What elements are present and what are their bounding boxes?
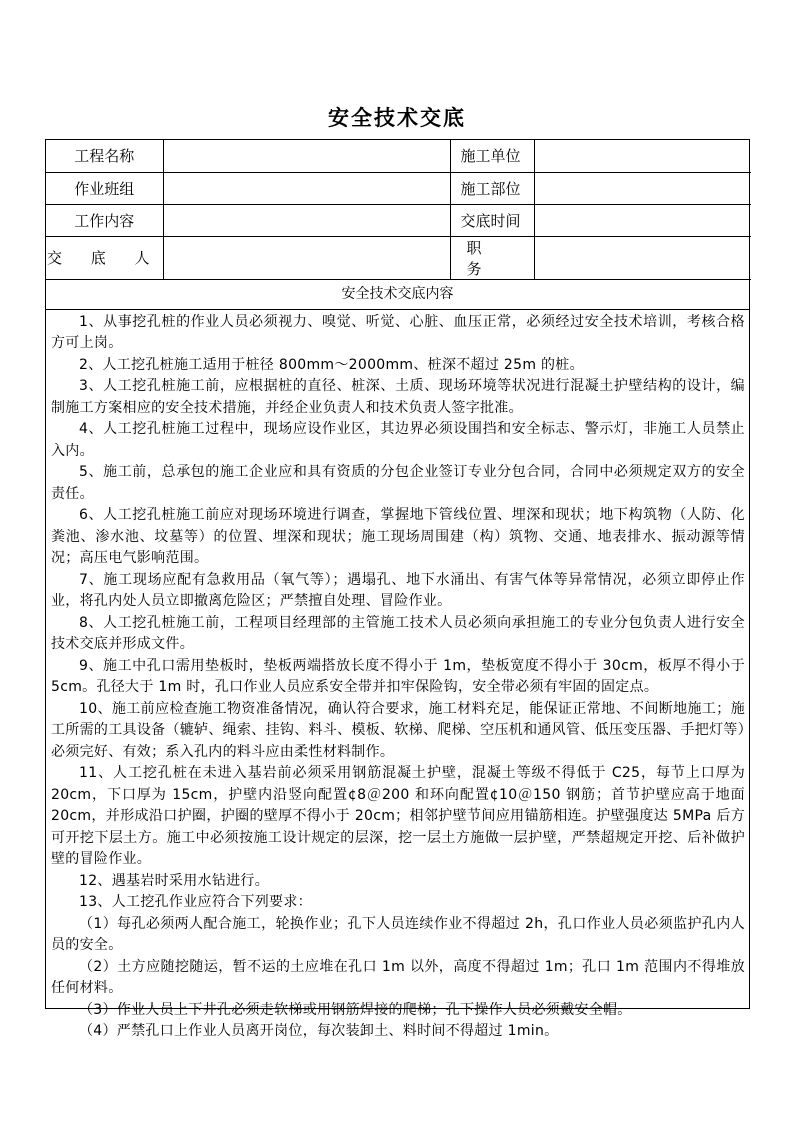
position-field[interactable] [534, 236, 751, 279]
briefing-form [45, 139, 750, 1039]
project-name-field[interactable] [163, 140, 450, 172]
paragraph: 3、人工挖孔桩施工前，应根据桩的直径、桩深、土质、现场环境等状况进行混凝土护壁结构的设计，编制施工方案相应的安全技术措施，并经企业负责人和技术负责人签字批准。 [51, 378, 745, 416]
briefer-label: 交 底 人 [46, 236, 163, 279]
paragraph: （2）土方应随挖随运，暂不运的土应堆在孔口 1m 以外，高度不得超过 1m；孔口 1m 范围内不得堆放任何材料。 [51, 958, 745, 996]
work-content-field[interactable] [163, 204, 450, 236]
paragraph: 11、人工挖孔桩在未进入基岩前必须采用钢筋混凝土护壁，混凝土等级不得低于 C25，每节上口厚为 20cm，下口厚为 15cm，护壁内沿竖向配置¢8＠200 和环向配置¢10＠150 钢筋；首节护壁应高于地面 20cm，并形成沿口护圈，护圈的壁厚不得小于 20cm；相邻护壁节间应用锚筋相连。护壁强度达 5MPa 后方可开挖下层土方。施工中必须按施工设计规定的层深，挖一层土方施做一层护壁，严禁超规定开挖、后补做护壁的冒险作业。 [51, 765, 745, 867]
position-label: 职 务 [450, 236, 534, 279]
paragraph: （4）严禁孔口上作业人员离开岗位，每次装卸土、料时间不得超过 1min。 [79, 1023, 559, 1039]
paragraph: 10、施工前应检查施工物资准备情况，确认符合要求，施工材料充足，能保证正常地、不间断地施工；施工所需的工具设备（辘轳、绳索、挂钩、料斗、模板、软梯、爬梯、空压机和通风管、低压变压器、手把灯等）必须完好、有效；系入孔内的料斗应由柔性材料制作。 [51, 700, 745, 760]
paragraph: 8、人工挖孔桩施工前，工程项目经理部的主管施工技术人员必须向承担施工的专业分包负责人进行安全技术交底并形成文件。 [51, 614, 745, 652]
info-table [46, 140, 751, 280]
paragraph: 1、从事挖孔桩的作业人员必须视力、嗅觉、听觉、心脏、血压正常，必须经过安全技术培训，考核合格方可上岗。 [51, 313, 745, 351]
paragraph: 6、人工挖孔桩施工前应对现场环境进行调查，掌握地下管线位置、埋深和现状；地下构筑物（人防、化粪池、渗水池、坟墓等）的位置、埋深和现状；施工现场周围建（构）筑物、交通、地表排水、振动源等情况；高压电气影响范围。 [51, 507, 745, 566]
project-name-label: 工程名称 [46, 140, 163, 172]
table-row [46, 172, 751, 204]
construction-unit-field[interactable] [534, 140, 751, 172]
paragraph: 5、施工前，总承包的施工企业应和具有资质的分包企业签订专业分包合同，合同中必须规定双方的安全责任。 [51, 464, 745, 502]
paragraph: （1）每孔必须两人配合施工，轮换作业；孔下人员连续作业不得超过 2h，孔口作业人员必须监护孔内人员的安全。 [51, 915, 745, 953]
paragraph: 2、人工挖孔桩施工适用于桩径 800mm～2000mm、桩深不超过 25m 的桩。 [79, 356, 584, 373]
paragraph: 9、施工中孔口需用垫板时，垫板两端搭放长度不得小于 1m，垫板宽度不得小于 30cm，板厚不得小于 5cm。孔径大于 1m 时，孔口作业人员应系安全带并扣牢保险钩，安全带必须有牢固的固定点。 [51, 657, 745, 695]
paragraph: 12、遇基岩时采用水钻进行。 [79, 872, 270, 889]
briefer-field[interactable] [163, 236, 450, 279]
briefing-time-label: 交底时间 [450, 204, 534, 236]
table-row [46, 204, 751, 236]
construction-unit-label: 施工单位 [450, 140, 534, 172]
document-title: 安全技术交底 [328, 105, 466, 130]
paragraph: 4、人工挖孔桩施工过程中，现场应设作业区，其边界必须设围挡和安全标志、警示灯，非施工人员禁止入内。 [51, 421, 745, 459]
construction-part-label: 施工部位 [450, 172, 534, 204]
work-content-label: 工作内容 [46, 204, 163, 236]
work-team-field[interactable] [163, 172, 450, 204]
work-team-label: 作业班组 [46, 172, 163, 204]
table-row [46, 236, 751, 279]
construction-part-field[interactable] [534, 172, 751, 204]
content-body [46, 310, 749, 1043]
paragraph: 13、人工挖孔作业应符合下列要求： [79, 894, 312, 910]
paragraph: 7、施工现场应配有急救用品（氧气等）；遇塌孔、地下水涌出、有害气体等异常情况，必须立即停止作业，将孔内处人员立即撤离危险区；严禁擅自处理、冒险作业。 [51, 571, 745, 609]
content-heading: 安全技术交底内容 [46, 280, 749, 310]
table-row [46, 140, 751, 172]
briefing-time-field[interactable] [534, 204, 751, 236]
paragraph: （3）作业人员上下井孔必须走软梯或用钢筋焊接的爬梯；孔下操作人员必须戴安全帽。 [79, 1001, 632, 1018]
